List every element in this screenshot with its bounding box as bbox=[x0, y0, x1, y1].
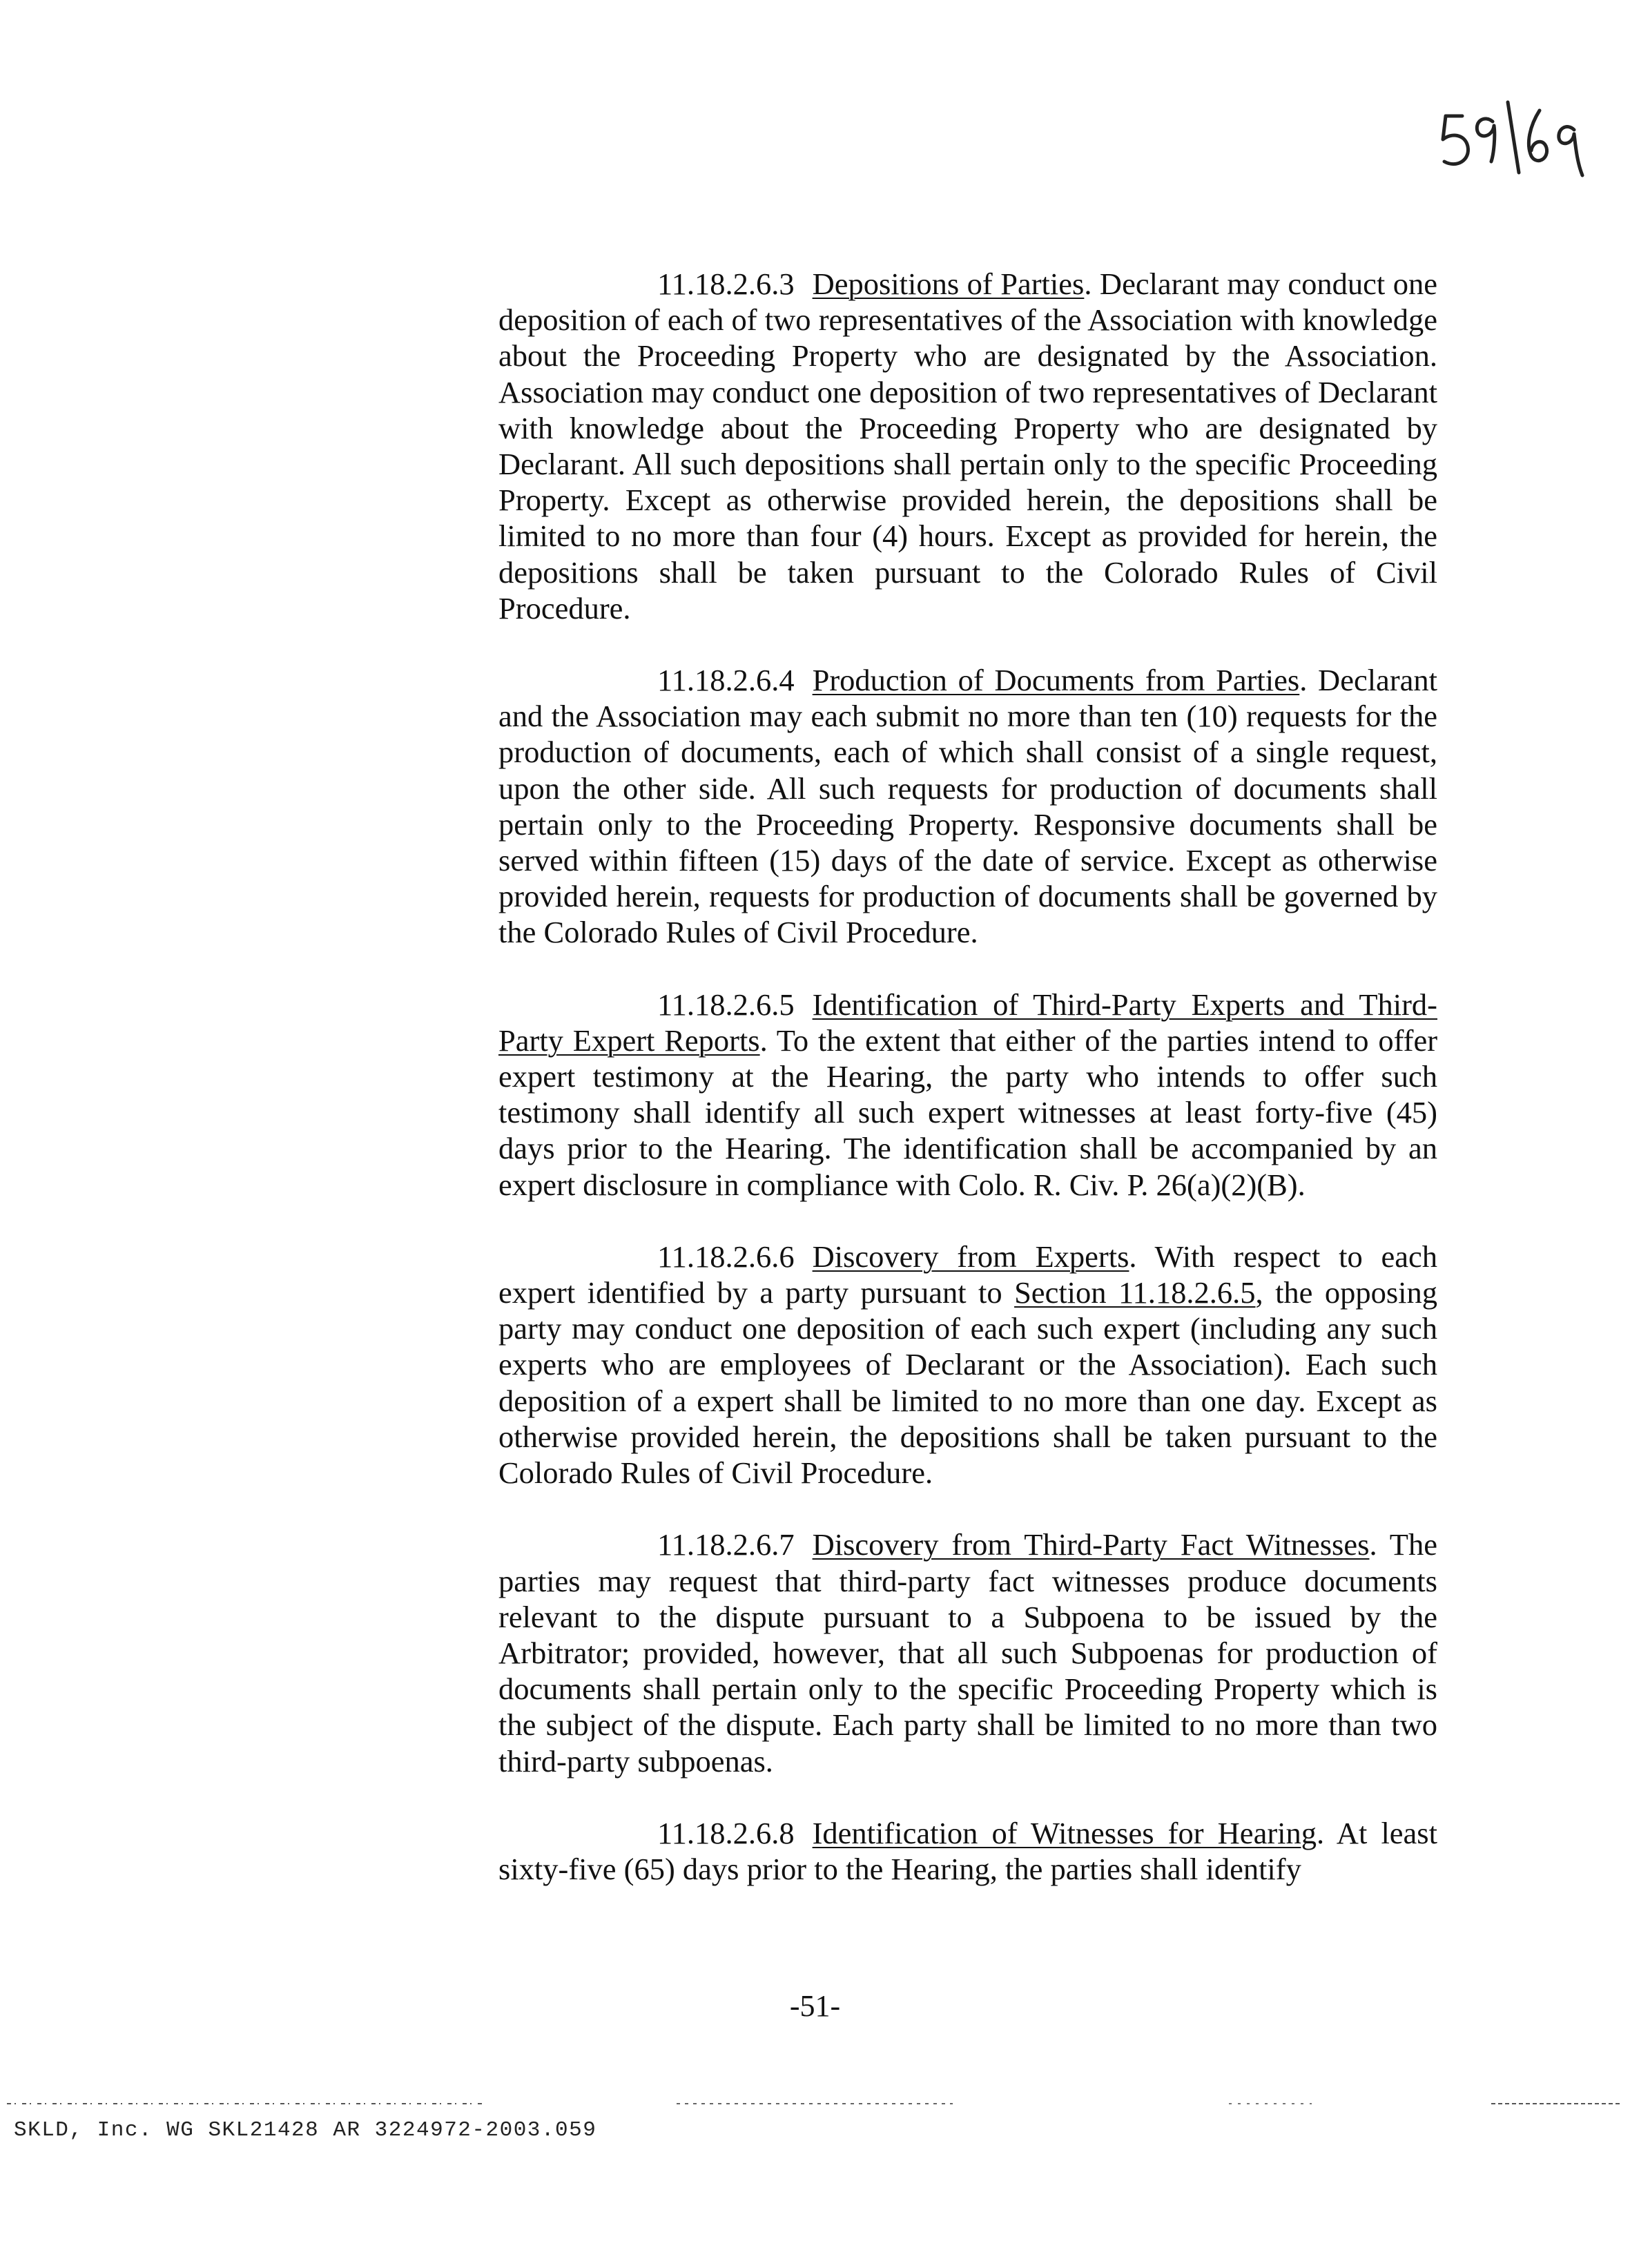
paragraph-11-18-2-6-6 bbox=[498, 1239, 1437, 1491]
section-text: . Declarant and the Association may each submit no more than ten (10) requests for the production of documents, each of which shall consist of a single request, upon the other side. All such requests for production of documents shall pertain only to the Proceeding Property. Responsive documents shall be served within fifteen (15) days of the date of service. Except as otherwise provided herein, requests for production of documents shall be governed by the Colorado Rules of Civil Procedure. bbox=[498, 663, 1437, 950]
paragraph-11-18-2-6-8 bbox=[498, 1815, 1437, 1887]
handwritten-page-note bbox=[1436, 90, 1588, 180]
section-heading: Production of Documents from Parties bbox=[812, 663, 1300, 698]
section-number: 11.18.2.6.5 bbox=[657, 987, 795, 1022]
section-text: . To the extent that either of the parties intend to offer expert testimony at the Hearing, the party who intends to offer such testimony shall identify all such expert witnesses at least forty-five (45) days prior to the Hearing. The identification shall be accompanied by an expert disclosure in compliance with Colo. R. Civ. P. 26(a)(2)(B). bbox=[498, 1022, 1438, 1202]
section-number: 11.18.2.6.4 bbox=[657, 663, 795, 698]
section-number: 11.18.2.6.3 bbox=[657, 266, 795, 301]
paragraph-11-18-2-6-4 bbox=[498, 662, 1437, 951]
section-heading: Discovery from Experts bbox=[812, 1239, 1129, 1274]
section-number: 11.18.2.6.6 bbox=[657, 1239, 795, 1274]
section-heading: Depositions of Parties bbox=[812, 266, 1085, 301]
document-body bbox=[498, 266, 1437, 1887]
section-text-before-reference: . With respect to each expert identified by a party pursuant to bbox=[498, 1239, 1438, 1310]
paragraph-11-18-2-6-3 bbox=[498, 266, 1437, 626]
section-cross-reference: Section 11.18.2.6.5 bbox=[1014, 1275, 1256, 1310]
section-number: 11.18.2.6.7 bbox=[657, 1527, 795, 1562]
dotted-rule-icon bbox=[0, 2100, 1630, 2108]
section-number: 11.18.2.6.8 bbox=[657, 1815, 795, 1850]
page-number: -51- bbox=[789, 1989, 841, 2023]
section-heading: Identification of Third-Party Experts and Third-Party Expert Reports bbox=[498, 987, 1437, 1058]
section-text: , the opposing party may conduct one deposition of each such expert (including any such experts who are employees of Declarant or the Association). Each such deposition of a expert shall be limited to no more than one day. Except as otherwise provided herein, the depositions shall be taken pursuant to the Colorado Rules of Civil Procedure. bbox=[498, 1275, 1438, 1491]
section-heading: Identification of Witnesses for Hearing bbox=[812, 1815, 1317, 1850]
section-heading: Discovery from Third-Party Fact Witnesses bbox=[812, 1527, 1370, 1562]
document-footer-id: SKLD, Inc. WG SKL21428 AR 3224972-2003.059 bbox=[14, 2118, 597, 2142]
paragraph-11-18-2-6-5 bbox=[498, 987, 1437, 1203]
section-text: . At least sixty-five (65) days prior to the Hearing, the parties shall identify bbox=[498, 1815, 1437, 1886]
footer-scan-rule bbox=[0, 2099, 1630, 2107]
handwritten-note-image bbox=[1436, 90, 1588, 180]
section-text: . Declarant may conduct one deposition of each of two representatives of the Association with knowledge about the Proceeding Property who are designated by the Association. Association may conduct one deposition of two representatives of Declarant with knowledge about the Proceeding Property who are designated by Declarant. All such depositions shall pertain only to the specific Proceeding Property. Except as otherwise provided herein, the depositions shall be limited to no more than four (4) hours. Except as provided for herein, the depositions shall be taken pursuant to the Colorado Rules of Civil Procedure. bbox=[498, 266, 1437, 626]
section-text: . The parties may request that third-party fact witnesses produce documents relevant to the dispute pursuant to a Subpoena to be issued by the Arbitrator; provided, however, that all such Subpoenas for production of documents shall pertain only to the specific Proceeding Property which is the subject of the dispute. Each party shall be limited to no more than two third-party subpoenas. bbox=[498, 1527, 1437, 1778]
paragraph-11-18-2-6-7 bbox=[498, 1526, 1437, 1778]
